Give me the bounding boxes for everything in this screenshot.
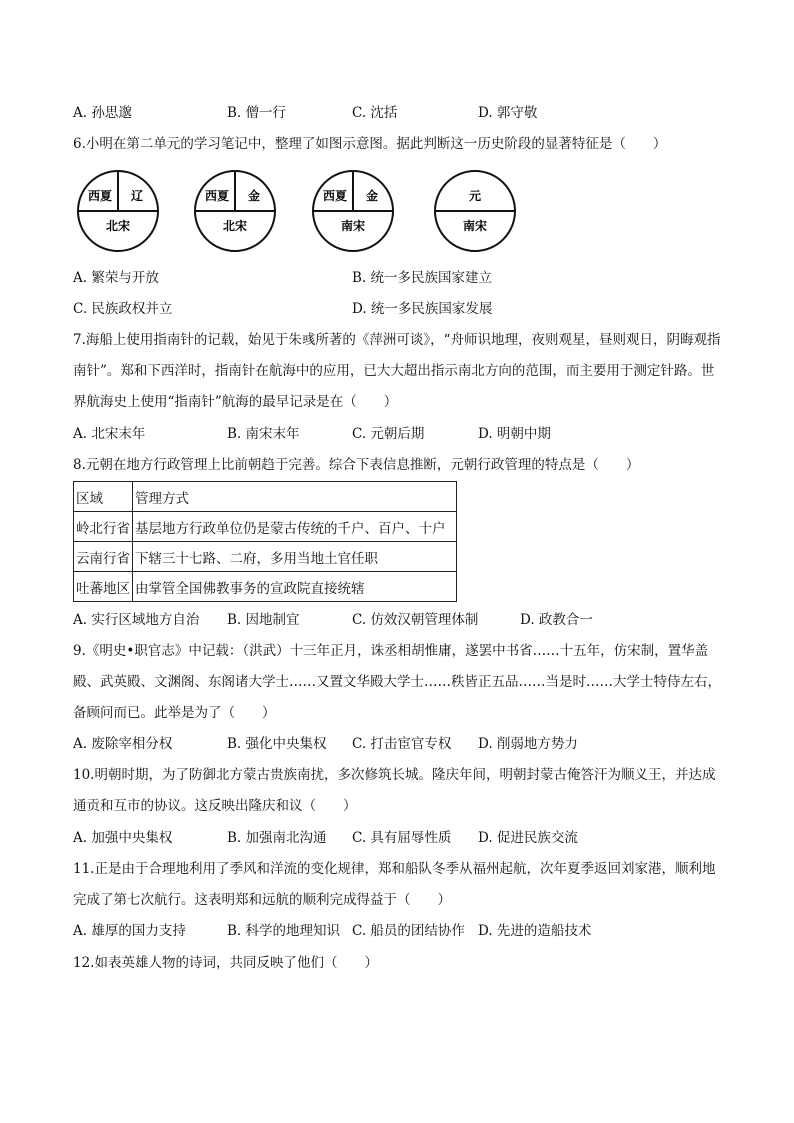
q7-stem: 7.海船上使用指南针的记载，始见于朱彧所著的《萍洲可谈》，“舟师识地理，夜则观星，昼则观日，阴晦观指南针”。郑和下西洋时，指南针在航海中的应用，已大大超出指示南北方向的范围，而主要用于测定针路。世界航海史上使用“指南针”航海的最早记录是在（ ）	[73, 332, 721, 410]
q7-option-d[interactable]: D. 明朝中期	[478, 426, 551, 442]
q10-option-a[interactable]: A. 加强中央集权	[73, 830, 173, 846]
table-header-row	[74, 482, 457, 512]
q8-option-c[interactable]: C. 仿效汉朝管理体制	[352, 612, 479, 628]
q6-circle-1-bottom: 北宋	[105, 219, 131, 233]
q6-circle-3-bottom: 南宋	[340, 219, 366, 233]
q6-circle-3-top-right: 金	[365, 189, 379, 203]
table-header-method: 管理方式	[133, 482, 457, 512]
table-cell-region: 岭北行省	[74, 512, 133, 542]
q7-option-a[interactable]: A. 北宋末年	[73, 426, 146, 442]
q6-circle-2	[195, 171, 275, 251]
q8-admin-table	[73, 481, 457, 602]
table-row	[74, 512, 457, 542]
q11-option-d[interactable]: D. 先进的造船技术	[478, 923, 592, 939]
table-row	[74, 542, 457, 572]
q9-option-d[interactable]: D. 削弱地方势力	[478, 736, 578, 752]
q6-circle-1-top-left: 西夏	[87, 189, 113, 203]
q6-circle-2-bottom: 北宋	[222, 219, 248, 233]
q5-option-d[interactable]: D. 郭守敬	[478, 105, 538, 121]
q6-option-a[interactable]: A. 繁荣与开放	[73, 270, 159, 286]
q11-stem: 11.正是由于合理地利用了季风和洋流的变化规律，郑和船队冬季从福州起航，次年夏季返回刘家港，顺利地完成了第七次航行。这表明郑和远航的顺利完成得益于（ ）	[73, 861, 716, 908]
q8-stem: 8.元朝在地方行政管理上比前朝趋于完善。综合下表信息推断，元朝行政管理的特点是（ ）	[73, 457, 640, 473]
q12-stem: 12.如表英雄人物的诗词，共同反映了他们（ ）	[73, 955, 378, 971]
q6-circle-2-top-left: 西夏	[204, 189, 230, 203]
q6-circle-4-bottom: 南宋	[462, 219, 488, 233]
q8-option-d[interactable]: D. 政教合一	[520, 612, 593, 628]
q5-option-b[interactable]: B. 僧一行	[227, 105, 287, 121]
q11-option-b[interactable]: B. 科学的地理知识	[227, 923, 341, 939]
q10-option-b[interactable]: B. 加强南北沟通	[227, 830, 327, 846]
q6-circle-3-top-left: 西夏	[322, 189, 348, 203]
table-cell-region: 云南行省	[74, 542, 133, 572]
q6-circle-1	[78, 171, 158, 251]
q6-circle-4	[435, 171, 515, 251]
q9-option-b[interactable]: B. 强化中央集权	[227, 736, 327, 752]
q9-option-a[interactable]: A. 废除宰相分权	[73, 736, 173, 752]
q10-option-c[interactable]: C. 具有屈辱性质	[352, 830, 452, 846]
q6-stem: 6.小明在第二单元的学习笔记中，整理了如图示意图。据此判断这一历史阶段的显著特征是（ ）	[73, 136, 667, 152]
table-cell-region: 吐蕃地区	[74, 572, 133, 602]
table-cell-method: 由掌管全国佛教事务的宣政院直接统辖	[133, 572, 457, 602]
q6-diagram	[75, 168, 525, 254]
q8-option-a[interactable]: A. 实行区域地方自治	[73, 612, 200, 628]
q6-option-c[interactable]: C. 民族政权并立	[73, 301, 173, 317]
q6-circle-3	[313, 171, 393, 251]
q6-circle-2-top-right: 金	[247, 189, 261, 203]
q10-option-d[interactable]: D. 促进民族交流	[478, 830, 578, 846]
q11-option-c[interactable]: C. 船员的团结协作	[352, 923, 465, 939]
q6-option-b[interactable]: B. 统一多民族国家建立	[352, 270, 493, 286]
q8-option-b[interactable]: B. 因地制宜	[227, 612, 300, 628]
q6-option-d[interactable]: D. 统一多民族国家发展	[352, 301, 493, 317]
q9-stem: 9.《明史•职官志》中记载：（洪武）十三年正月，诛丞相胡惟庸，遂罢中书省……十五年，仿宋制，置华盖殿、武英殿、文渊阁、东阁诸大学士……又置文华殿大学士……秩皆正五品……当是时……大学士特侍左右，备顾问而已。此举是为了（ ）	[73, 643, 721, 721]
q10-stem: 10.明朝时期，为了防御北方蒙古贵族南扰，多次修筑长城。隆庆年间，明朝封蒙古俺答汗为顺义王，并达成通贡和互市的协议。这反映出隆庆和议（ ）	[73, 767, 716, 814]
table-row	[74, 572, 457, 602]
table-cell-method: 下辖三十七路、二府，多用当地土官任职	[133, 542, 457, 572]
q6-circle-1-top-right: 辽	[130, 189, 144, 203]
q5-option-c[interactable]: C. 沈括	[352, 105, 398, 121]
q6-circle-4-top: 元	[468, 189, 482, 203]
q11-option-a[interactable]: A. 雄厚的国力支持	[73, 923, 186, 939]
q7-option-b[interactable]: B. 南宋末年	[227, 426, 300, 442]
table-header-region: 区域	[74, 482, 133, 512]
table-cell-method: 基层地方行政单位仍是蒙古传统的千户、百户、十户	[133, 512, 457, 542]
q7-option-c[interactable]: C. 元朝后期	[352, 426, 425, 442]
q9-option-c[interactable]: C. 打击宦官专权	[352, 736, 452, 752]
q5-option-a[interactable]: A. 孙思邈	[73, 105, 132, 121]
